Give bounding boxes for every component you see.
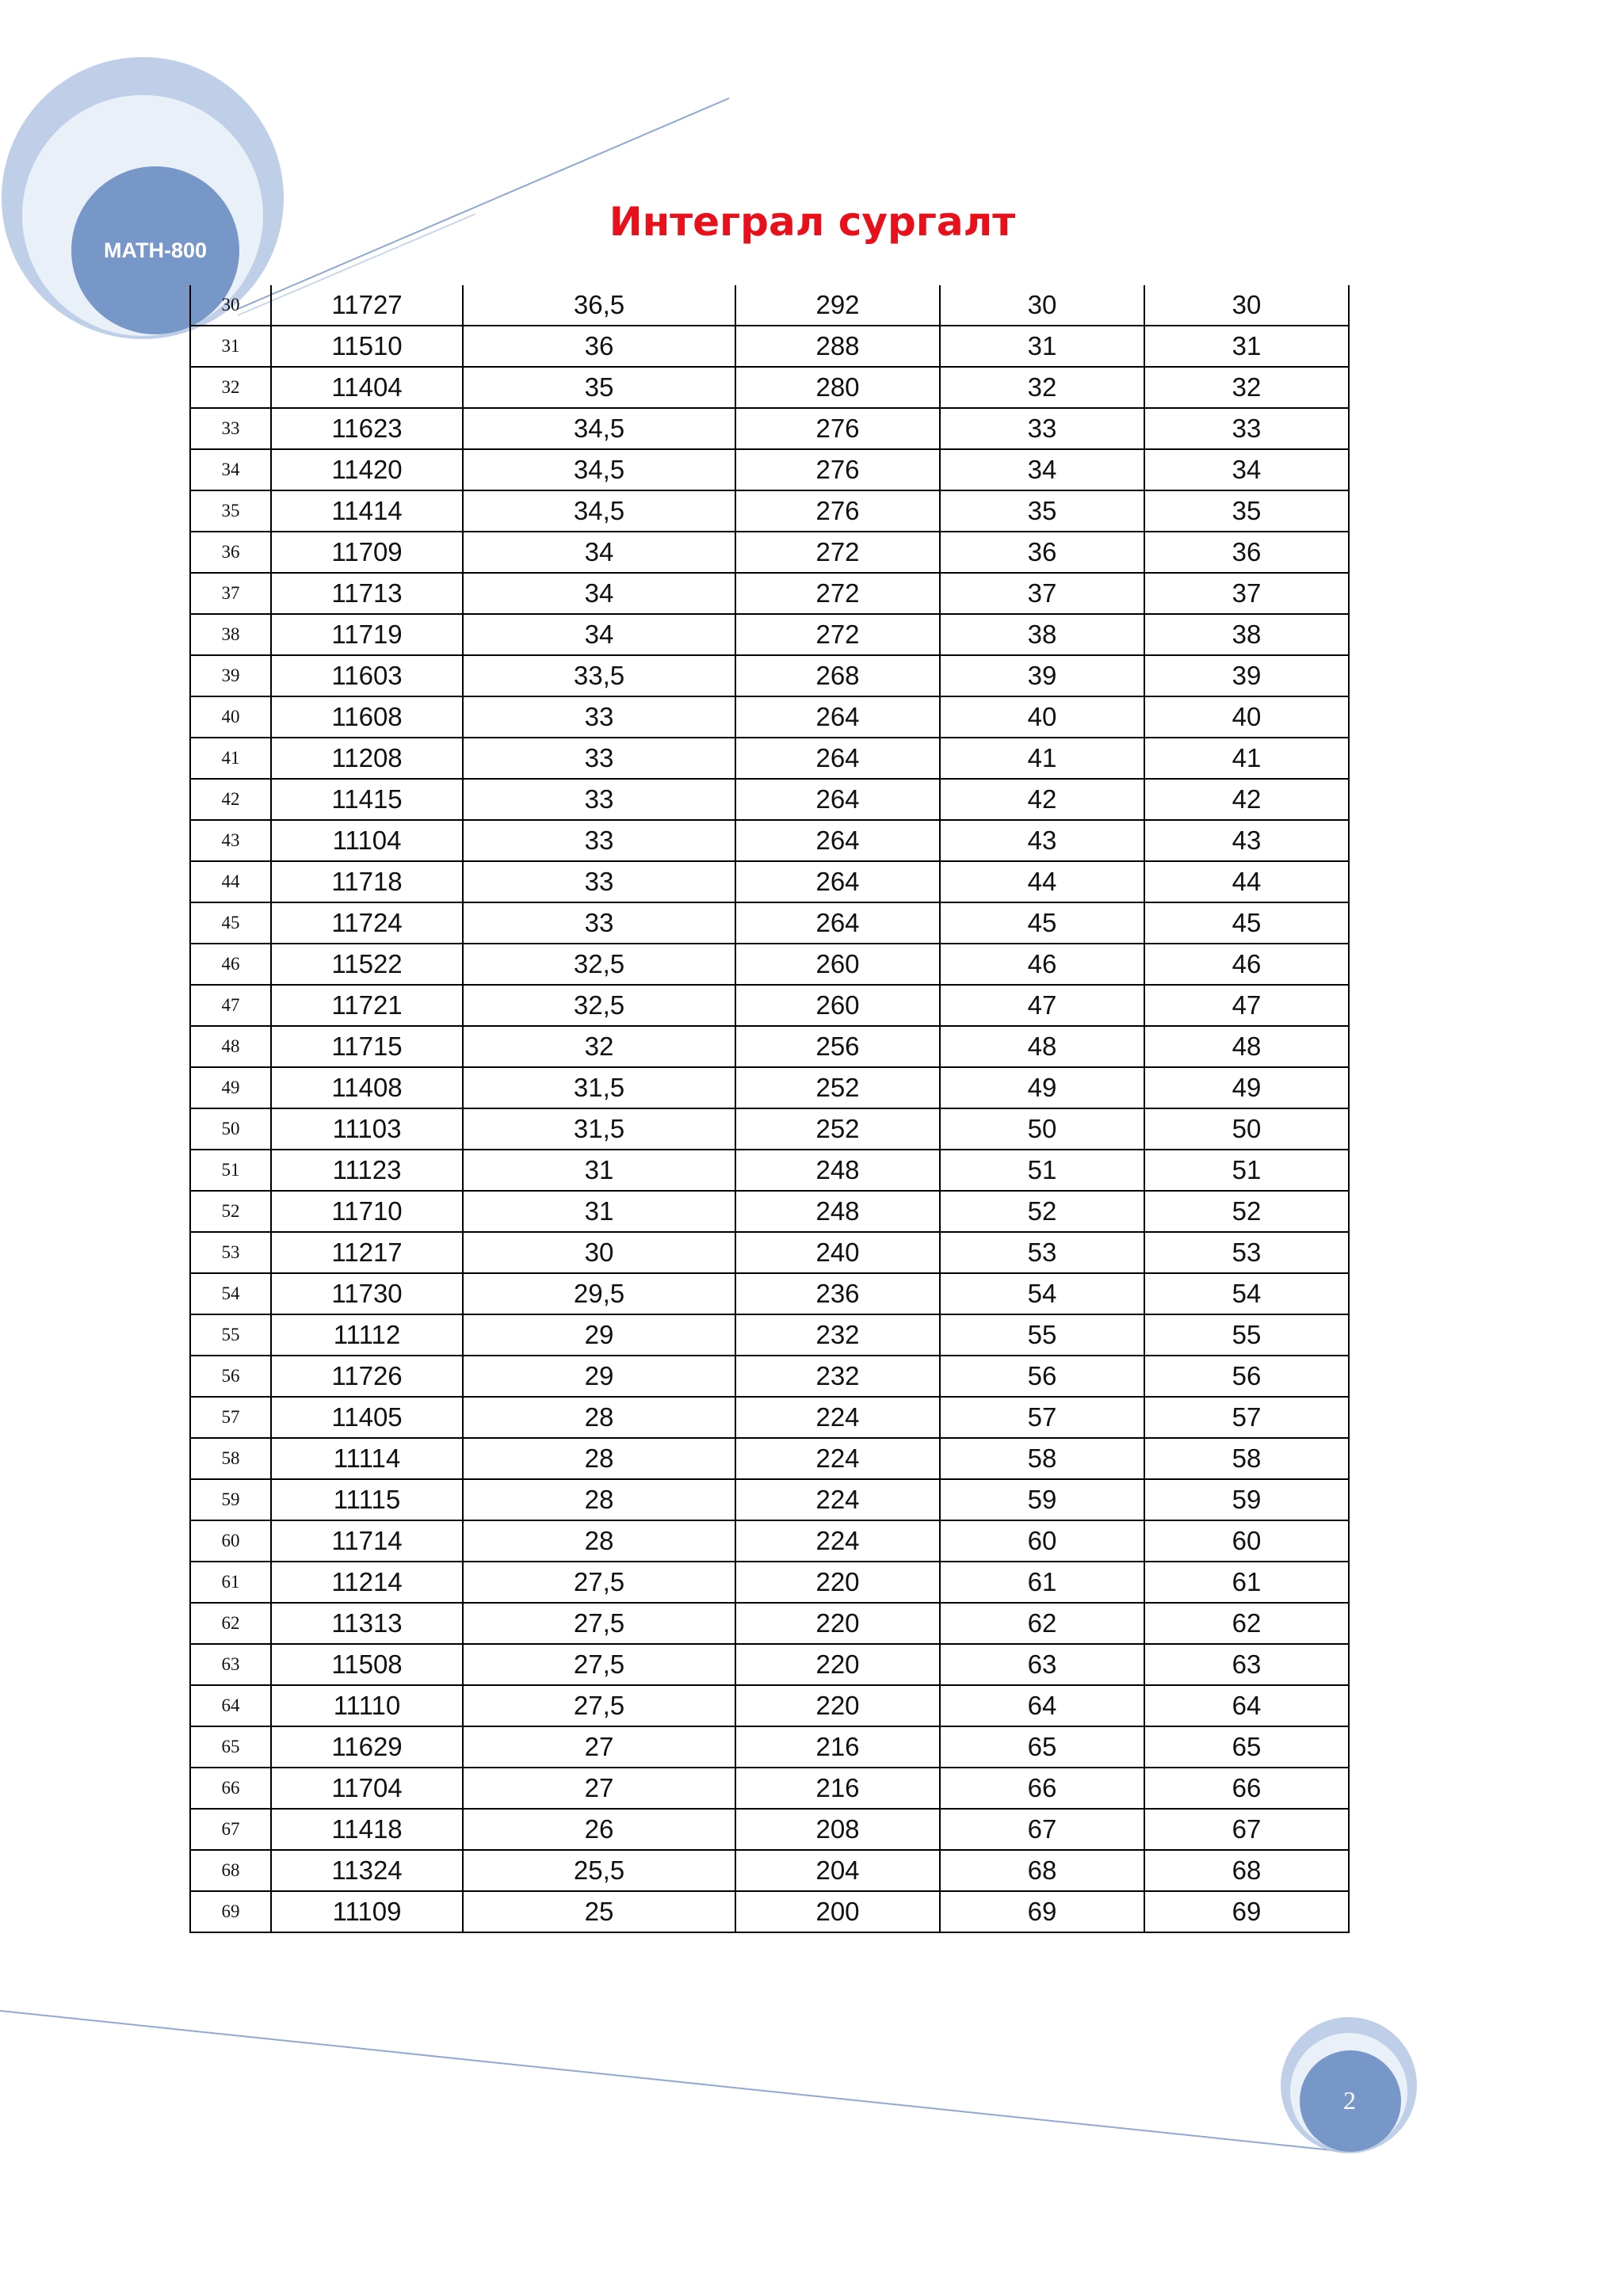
place-cell: 30 — [940, 285, 1144, 326]
student-id-cell: 11629 — [271, 1726, 463, 1768]
position-cell: 61 — [1144, 1562, 1349, 1603]
score-cell: 33 — [463, 861, 735, 902]
score-cell: 32,5 — [463, 944, 735, 985]
student-id-cell: 11104 — [271, 820, 463, 861]
table-row — [190, 1562, 1349, 1603]
position-cell: 54 — [1144, 1273, 1349, 1314]
table-row — [190, 1397, 1349, 1438]
score-cell: 29 — [463, 1356, 735, 1397]
table-row — [190, 490, 1349, 532]
place-cell: 31 — [940, 326, 1144, 367]
student-id-cell: 11408 — [271, 1067, 463, 1108]
place-cell: 37 — [940, 573, 1144, 614]
score-cell: 25,5 — [463, 1850, 735, 1891]
student-id-cell: 11415 — [271, 779, 463, 820]
points-cell: 220 — [735, 1644, 940, 1685]
student-id-cell: 11208 — [271, 738, 463, 779]
score-cell: 28 — [463, 1397, 735, 1438]
points-cell: 256 — [735, 1026, 940, 1067]
place-cell: 61 — [940, 1562, 1144, 1603]
position-cell: 30 — [1144, 285, 1349, 326]
position-cell: 39 — [1144, 655, 1349, 696]
place-cell: 36 — [940, 532, 1144, 573]
rank-cell: 43 — [190, 820, 271, 861]
score-cell: 27 — [463, 1726, 735, 1768]
points-cell: 260 — [735, 985, 940, 1026]
rank-cell: 69 — [190, 1891, 271, 1932]
student-id-cell: 11704 — [271, 1768, 463, 1809]
table-row — [190, 1108, 1349, 1150]
table-row — [190, 1273, 1349, 1314]
score-cell: 31,5 — [463, 1067, 735, 1108]
position-cell: 35 — [1144, 490, 1349, 532]
place-cell: 58 — [940, 1438, 1144, 1479]
score-cell: 36 — [463, 326, 735, 367]
rank-cell: 41 — [190, 738, 271, 779]
score-cell: 28 — [463, 1520, 735, 1562]
student-id-cell: 11623 — [271, 408, 463, 449]
points-cell: 288 — [735, 326, 940, 367]
place-cell: 69 — [940, 1891, 1144, 1932]
table-row — [190, 1685, 1349, 1726]
score-cell: 26 — [463, 1809, 735, 1850]
position-cell: 53 — [1144, 1232, 1349, 1273]
position-cell: 64 — [1144, 1685, 1349, 1726]
position-cell: 40 — [1144, 696, 1349, 738]
page-number: 2 — [1343, 2086, 1356, 2115]
student-id-cell: 11718 — [271, 861, 463, 902]
position-cell: 36 — [1144, 532, 1349, 573]
table-row — [190, 285, 1349, 326]
table-row — [190, 1438, 1349, 1479]
student-id-cell: 11727 — [271, 285, 463, 326]
points-cell: 252 — [735, 1067, 940, 1108]
score-cell: 34 — [463, 532, 735, 573]
place-cell: 62 — [940, 1603, 1144, 1644]
student-id-cell: 11114 — [271, 1438, 463, 1479]
table-row — [190, 1150, 1349, 1191]
position-cell: 38 — [1144, 614, 1349, 655]
student-id-cell: 11714 — [271, 1520, 463, 1562]
student-id-cell: 11313 — [271, 1603, 463, 1644]
rank-cell: 67 — [190, 1809, 271, 1850]
score-cell: 30 — [463, 1232, 735, 1273]
place-cell: 41 — [940, 738, 1144, 779]
rank-cell: 40 — [190, 696, 271, 738]
rank-cell: 51 — [190, 1150, 271, 1191]
points-cell: 252 — [735, 1108, 940, 1150]
position-cell: 66 — [1144, 1768, 1349, 1809]
points-cell: 208 — [735, 1809, 940, 1850]
rank-cell: 56 — [190, 1356, 271, 1397]
table-row — [190, 1191, 1349, 1232]
position-cell: 37 — [1144, 573, 1349, 614]
student-id-cell: 11719 — [271, 614, 463, 655]
points-cell: 264 — [735, 738, 940, 779]
position-cell: 59 — [1144, 1479, 1349, 1520]
student-id-cell: 11724 — [271, 902, 463, 944]
table-row — [190, 1644, 1349, 1685]
position-cell: 65 — [1144, 1726, 1349, 1768]
score-cell: 34,5 — [463, 490, 735, 532]
table-row — [190, 985, 1349, 1026]
place-cell: 52 — [940, 1191, 1144, 1232]
points-cell: 216 — [735, 1768, 940, 1809]
student-id-cell: 11115 — [271, 1479, 463, 1520]
rank-cell: 38 — [190, 614, 271, 655]
position-cell: 69 — [1144, 1891, 1349, 1932]
rank-cell: 63 — [190, 1644, 271, 1685]
rank-cell: 42 — [190, 779, 271, 820]
rank-cell: 55 — [190, 1314, 271, 1356]
student-id-cell: 11109 — [271, 1891, 463, 1932]
points-cell: 200 — [735, 1891, 940, 1932]
place-cell: 44 — [940, 861, 1144, 902]
position-cell: 56 — [1144, 1356, 1349, 1397]
position-cell: 31 — [1144, 326, 1349, 367]
points-cell: 264 — [735, 902, 940, 944]
score-cell: 34,5 — [463, 408, 735, 449]
student-id-cell: 11103 — [271, 1108, 463, 1150]
student-id-cell: 11420 — [271, 449, 463, 490]
table-row — [190, 1891, 1349, 1932]
table-row — [190, 614, 1349, 655]
table-row — [190, 326, 1349, 367]
points-cell: 232 — [735, 1356, 940, 1397]
table-row — [190, 1603, 1349, 1644]
rank-cell: 50 — [190, 1108, 271, 1150]
place-cell: 38 — [940, 614, 1144, 655]
rank-cell: 47 — [190, 985, 271, 1026]
position-cell: 42 — [1144, 779, 1349, 820]
table-row — [190, 779, 1349, 820]
position-cell: 58 — [1144, 1438, 1349, 1479]
position-cell: 47 — [1144, 985, 1349, 1026]
table-row — [190, 655, 1349, 696]
points-cell: 224 — [735, 1520, 940, 1562]
student-id-cell: 11217 — [271, 1232, 463, 1273]
student-id-cell: 11508 — [271, 1644, 463, 1685]
table-row — [190, 408, 1349, 449]
student-id-cell: 11710 — [271, 1191, 463, 1232]
rank-cell: 58 — [190, 1438, 271, 1479]
position-cell: 50 — [1144, 1108, 1349, 1150]
results-table-body — [190, 285, 1349, 1932]
points-cell: 272 — [735, 614, 940, 655]
score-cell: 27,5 — [463, 1644, 735, 1685]
points-cell: 264 — [735, 779, 940, 820]
student-id-cell: 11324 — [271, 1850, 463, 1891]
score-cell: 31 — [463, 1191, 735, 1232]
place-cell: 33 — [940, 408, 1144, 449]
place-cell: 32 — [940, 367, 1144, 408]
points-cell: 216 — [735, 1726, 940, 1768]
rank-cell: 39 — [190, 655, 271, 696]
place-cell: 56 — [940, 1356, 1144, 1397]
position-cell: 48 — [1144, 1026, 1349, 1067]
student-id-cell: 11713 — [271, 573, 463, 614]
rank-cell: 54 — [190, 1273, 271, 1314]
table-row — [190, 902, 1349, 944]
score-cell: 27,5 — [463, 1603, 735, 1644]
rank-cell: 44 — [190, 861, 271, 902]
table-row — [190, 1356, 1349, 1397]
position-cell: 43 — [1144, 820, 1349, 861]
rank-cell: 36 — [190, 532, 271, 573]
student-id-cell: 11715 — [271, 1026, 463, 1067]
table-row — [190, 1726, 1349, 1768]
score-cell: 28 — [463, 1479, 735, 1520]
points-cell: 264 — [735, 820, 940, 861]
position-cell: 45 — [1144, 902, 1349, 944]
rank-cell: 49 — [190, 1067, 271, 1108]
position-cell: 41 — [1144, 738, 1349, 779]
position-cell: 57 — [1144, 1397, 1349, 1438]
points-cell: 264 — [735, 861, 940, 902]
student-id-cell: 11418 — [271, 1809, 463, 1850]
place-cell: 50 — [940, 1108, 1144, 1150]
rank-cell: 60 — [190, 1520, 271, 1562]
student-id-cell: 11404 — [271, 367, 463, 408]
table-row — [190, 820, 1349, 861]
score-cell: 27,5 — [463, 1562, 735, 1603]
points-cell: 276 — [735, 408, 940, 449]
rank-cell: 62 — [190, 1603, 271, 1644]
rank-cell: 64 — [190, 1685, 271, 1726]
points-cell: 224 — [735, 1438, 940, 1479]
place-cell: 66 — [940, 1768, 1144, 1809]
table-row — [190, 1520, 1349, 1562]
table-row — [190, 861, 1349, 902]
student-id-cell: 11709 — [271, 532, 463, 573]
rank-cell: 45 — [190, 902, 271, 944]
rank-cell: 30 — [190, 285, 271, 326]
score-cell: 27 — [463, 1768, 735, 1809]
points-cell: 268 — [735, 655, 940, 696]
points-cell: 276 — [735, 449, 940, 490]
place-cell: 46 — [940, 944, 1144, 985]
student-id-cell: 11123 — [271, 1150, 463, 1191]
student-id-cell: 11603 — [271, 655, 463, 696]
place-cell: 64 — [940, 1685, 1144, 1726]
rank-cell: 57 — [190, 1397, 271, 1438]
points-cell: 220 — [735, 1603, 940, 1644]
table-row — [190, 696, 1349, 738]
table-row — [190, 1479, 1349, 1520]
table-row — [190, 1768, 1349, 1809]
student-id-cell: 11726 — [271, 1356, 463, 1397]
table-row — [190, 1314, 1349, 1356]
points-cell: 276 — [735, 490, 940, 532]
student-id-cell: 11405 — [271, 1397, 463, 1438]
rank-cell: 34 — [190, 449, 271, 490]
place-cell: 51 — [940, 1150, 1144, 1191]
position-cell: 62 — [1144, 1603, 1349, 1644]
score-cell: 27,5 — [463, 1685, 735, 1726]
score-cell: 28 — [463, 1438, 735, 1479]
points-cell: 236 — [735, 1273, 940, 1314]
place-cell: 57 — [940, 1397, 1144, 1438]
table-row — [190, 532, 1349, 573]
place-cell: 48 — [940, 1026, 1144, 1067]
points-cell: 292 — [735, 285, 940, 326]
student-id-cell: 11112 — [271, 1314, 463, 1356]
table-row — [190, 1232, 1349, 1273]
points-cell: 248 — [735, 1191, 940, 1232]
score-cell: 31,5 — [463, 1108, 735, 1150]
place-cell: 53 — [940, 1232, 1144, 1273]
place-cell: 65 — [940, 1726, 1144, 1768]
table-row — [190, 944, 1349, 985]
footer-diagonal-line — [0, 2011, 1347, 2152]
score-cell: 35 — [463, 367, 735, 408]
document-title: Интеграл сургалт — [609, 199, 1016, 245]
points-cell: 232 — [735, 1314, 940, 1356]
student-id-cell: 11730 — [271, 1273, 463, 1314]
points-cell: 264 — [735, 696, 940, 738]
student-id-cell: 11721 — [271, 985, 463, 1026]
position-cell: 60 — [1144, 1520, 1349, 1562]
points-cell: 204 — [735, 1850, 940, 1891]
score-cell: 33 — [463, 738, 735, 779]
rank-cell: 68 — [190, 1850, 271, 1891]
score-cell: 36,5 — [463, 285, 735, 326]
score-cell: 33 — [463, 902, 735, 944]
place-cell: 67 — [940, 1809, 1144, 1850]
place-cell: 39 — [940, 655, 1144, 696]
score-cell: 33 — [463, 779, 735, 820]
position-cell: 49 — [1144, 1067, 1349, 1108]
position-cell: 67 — [1144, 1809, 1349, 1850]
rank-cell: 46 — [190, 944, 271, 985]
points-cell: 220 — [735, 1562, 940, 1603]
score-cell: 33 — [463, 820, 735, 861]
rank-cell: 61 — [190, 1562, 271, 1603]
place-cell: 68 — [940, 1850, 1144, 1891]
student-id-cell: 11214 — [271, 1562, 463, 1603]
rank-cell: 35 — [190, 490, 271, 532]
position-cell: 51 — [1144, 1150, 1349, 1191]
place-cell: 40 — [940, 696, 1144, 738]
position-cell: 63 — [1144, 1644, 1349, 1685]
table-row — [190, 1850, 1349, 1891]
score-cell: 31 — [463, 1150, 735, 1191]
table-row — [190, 573, 1349, 614]
place-cell: 54 — [940, 1273, 1144, 1314]
score-cell: 33 — [463, 696, 735, 738]
score-cell: 29,5 — [463, 1273, 735, 1314]
position-cell: 52 — [1144, 1191, 1349, 1232]
table-row — [190, 1067, 1349, 1108]
position-cell: 33 — [1144, 408, 1349, 449]
rank-cell: 31 — [190, 326, 271, 367]
score-cell: 32 — [463, 1026, 735, 1067]
position-cell: 68 — [1144, 1850, 1349, 1891]
student-id-cell: 11414 — [271, 490, 463, 532]
place-cell: 59 — [940, 1479, 1144, 1520]
table-row — [190, 1026, 1349, 1067]
student-id-cell: 11608 — [271, 696, 463, 738]
rank-cell: 33 — [190, 408, 271, 449]
position-cell: 46 — [1144, 944, 1349, 985]
score-cell: 32,5 — [463, 985, 735, 1026]
place-cell: 49 — [940, 1067, 1144, 1108]
score-cell: 34 — [463, 614, 735, 655]
table-row — [190, 367, 1349, 408]
student-id-cell: 11110 — [271, 1685, 463, 1726]
place-cell: 34 — [940, 449, 1144, 490]
rank-cell: 53 — [190, 1232, 271, 1273]
points-cell: 280 — [735, 367, 940, 408]
points-cell: 220 — [735, 1685, 940, 1726]
student-id-cell: 11510 — [271, 326, 463, 367]
course-badge-label: MATH-800 — [103, 238, 208, 262]
rank-cell: 37 — [190, 573, 271, 614]
rank-cell: 32 — [190, 367, 271, 408]
position-cell: 32 — [1144, 367, 1349, 408]
place-cell: 55 — [940, 1314, 1144, 1356]
score-cell: 34,5 — [463, 449, 735, 490]
table-row — [190, 738, 1349, 779]
rank-cell: 59 — [190, 1479, 271, 1520]
points-cell: 272 — [735, 573, 940, 614]
place-cell: 35 — [940, 490, 1144, 532]
score-cell: 25 — [463, 1891, 735, 1932]
points-cell: 224 — [735, 1479, 940, 1520]
score-cell: 29 — [463, 1314, 735, 1356]
rank-cell: 65 — [190, 1726, 271, 1768]
place-cell: 45 — [940, 902, 1144, 944]
results-table — [189, 285, 1350, 1933]
rank-cell: 48 — [190, 1026, 271, 1067]
position-cell: 55 — [1144, 1314, 1349, 1356]
table-row — [190, 1809, 1349, 1850]
score-cell: 33,5 — [463, 655, 735, 696]
rank-cell: 66 — [190, 1768, 271, 1809]
table-row — [190, 449, 1349, 490]
position-cell: 44 — [1144, 861, 1349, 902]
points-cell: 224 — [735, 1397, 940, 1438]
points-cell: 260 — [735, 944, 940, 985]
place-cell: 47 — [940, 985, 1144, 1026]
place-cell: 60 — [940, 1520, 1144, 1562]
student-id-cell: 11522 — [271, 944, 463, 985]
place-cell: 63 — [940, 1644, 1144, 1685]
points-cell: 272 — [735, 532, 940, 573]
place-cell: 42 — [940, 779, 1144, 820]
place-cell: 43 — [940, 820, 1144, 861]
points-cell: 240 — [735, 1232, 940, 1273]
rank-cell: 52 — [190, 1191, 271, 1232]
points-cell: 248 — [735, 1150, 940, 1191]
score-cell: 34 — [463, 573, 735, 614]
position-cell: 34 — [1144, 449, 1349, 490]
